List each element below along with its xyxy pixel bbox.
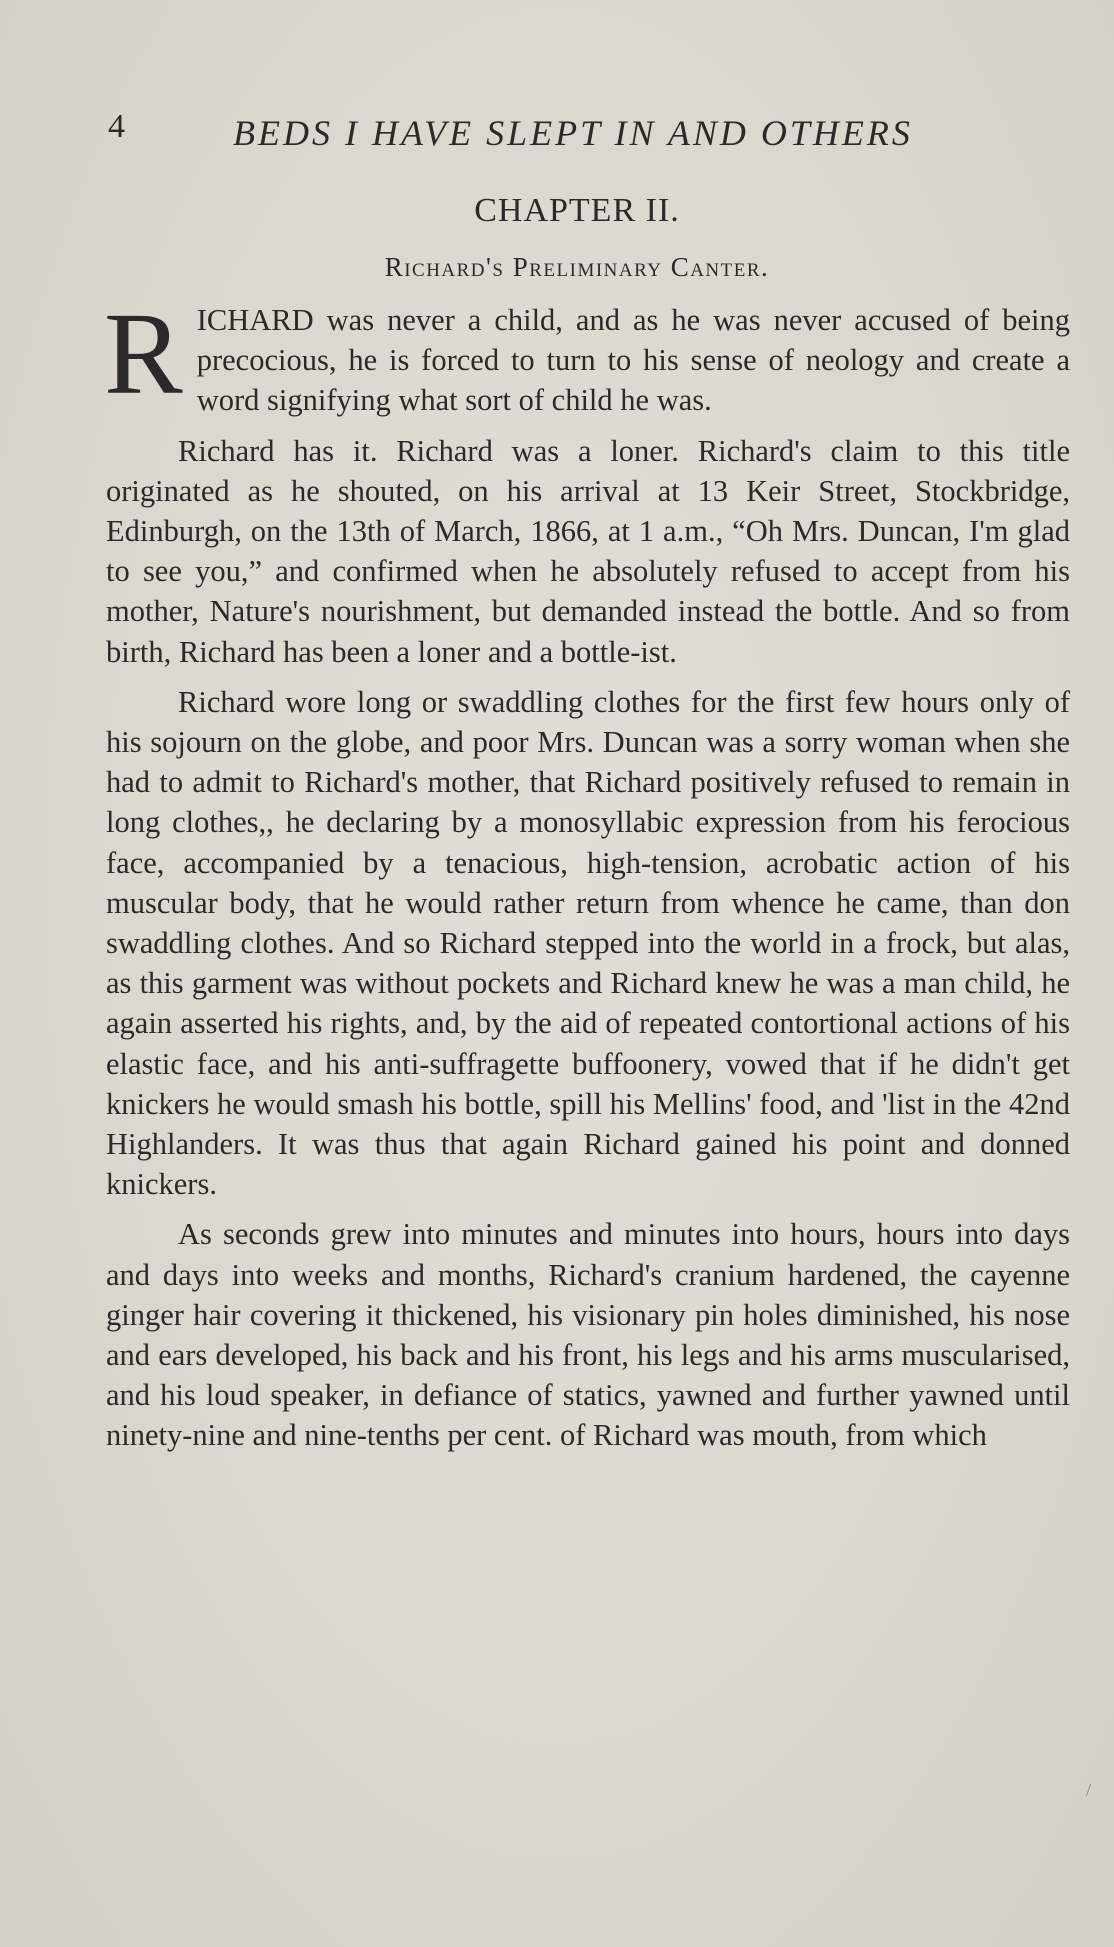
- body-text: [104, 288, 1070, 1466]
- chapter-subtitle: Richard's Preliminary Canter.: [384, 252, 770, 282]
- book-title: BEDS I HAVE SLEPT IN AND OTHERS: [233, 113, 913, 153]
- paragraph-4: As seconds grew into minutes and minutes into hours, hours into days and days into weeks and months, Richard's cranium hardened, the cayenne ginger hair covering it thickened, his visionary pin holes diminished, his nose and ears developed, his back and his front, his legs and his arms muscularised, and his loud speaker, in defiance of statics, yawned and further yawned until ninety-nine and nine-tenths per cent. of Richard was mouth, from which: [106, 1217, 1070, 1453]
- page-number: 4: [108, 108, 125, 145]
- chapter-title: CHAPTER II.: [474, 192, 680, 229]
- drop-cap: R: [104, 288, 183, 419]
- running-head: [108, 108, 988, 158]
- paragraph-1: [104, 288, 1070, 421]
- paragraph-2: Richard has it. Richard was a loner. Richard's claim to this title originated as he shouted, on his arrival at 13 Keir Street, Stockbridge, Edinburgh, on the 13th of March, 1866, at 1 a.m., “Oh Mrs. Duncan, I'm glad to see you,” and confirmed when he absolutely refused to accept from his mother, Nature's nourishment, but demanded instead the bottle. And so from birth, Richard has been a loner and a bottle-ist.: [106, 433, 1070, 669]
- paragraph-1-text: ICHARD was never a child, and as he was never accused of being precocious, he is forced to turn to his sense of neology and create a word signifying what sort of child he was.: [196, 303, 1070, 418]
- paragraph-3: Richard wore long or swaddling clothes for the first few hours only of his sojourn on the globe, and poor Mrs. Duncan was a sorry woman when she had to admit to Richard's mother, that Richard positively refused to remain in long clothes,, he declaring by a monosyllabic expression from his ferocious face, accompanied by a tenacious, high-tension, acrobatic action of his muscular body, that he would rather return from whence he came, than don swaddling clothes. And so Richard stepped into the world in a frock, but alas, as this garment was without pockets and Richard knew he was a man child, he again asserted his rights, and, by the aid of repeated contortional actions of his elastic face, and his anti-suffragette buffoonery, vowed that if he didn't get knickers he would smash his bottle, spill his Mellins' food, and 'list in the 42nd Highlanders. It was thus that again Richard gained his point and donned knickers.: [106, 684, 1070, 1202]
- margin-mark: /: [1086, 1780, 1092, 1800]
